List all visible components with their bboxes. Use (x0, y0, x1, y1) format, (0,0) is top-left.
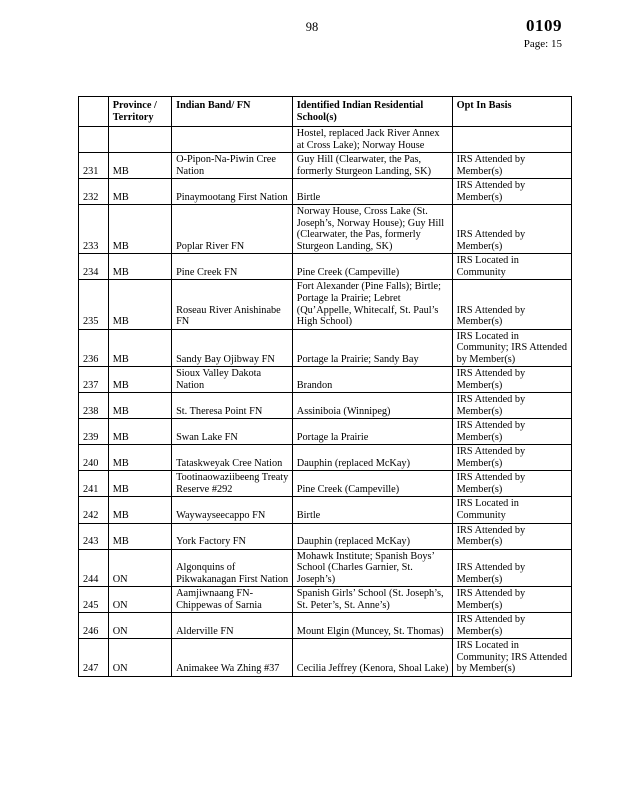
table-row (79, 497, 572, 523)
cell-index: 231 (79, 153, 109, 179)
cell-band: O-Pipon-Na-Piwin Cree Nation (172, 153, 293, 179)
table-row (79, 587, 572, 613)
cell-school: Mount Elgin (Muncey, St. Thomas) (292, 613, 452, 639)
cell-school: Dauphin (replaced McKay) (292, 523, 452, 549)
cell-province: MB (108, 471, 171, 497)
cell-school: Mohawk Institute; Spanish Boys’ School (Charles Garnier, St. Joseph’s) (292, 549, 452, 587)
cell-opt-in-basis: IRS Located in Community (452, 497, 571, 523)
cell-province (108, 127, 171, 153)
cell-school: Guy Hill (Clearwater, the Pas, formerly Sturgeon Landing, SK) (292, 153, 452, 179)
cell-index: 240 (79, 445, 109, 471)
cell-index: 245 (79, 587, 109, 613)
cell-province: MB (108, 497, 171, 523)
cell-band: Aamjiwnaang FN- Chippewas of Sarnia (172, 587, 293, 613)
cell-school: Hostel, replaced Jack River Annex at Cross Lake); Norway House (292, 127, 452, 153)
cell-opt-in-basis: IRS Attended by Member(s) (452, 471, 571, 497)
cell-school: Pine Creek (Campeville) (292, 471, 452, 497)
cell-province: ON (108, 587, 171, 613)
table-row (79, 280, 572, 329)
cell-school: Birtle (292, 179, 452, 205)
column-header-opt-in-basis: Opt In Basis (452, 97, 571, 127)
cell-province: MB (108, 419, 171, 445)
column-header-band: Indian Band/ FN (172, 97, 293, 127)
cell-opt-in-basis: IRS Attended by Member(s) (452, 393, 571, 419)
table-row (79, 639, 572, 677)
table-row (79, 613, 572, 639)
cell-index (79, 127, 109, 153)
cell-band: York Factory FN (172, 523, 293, 549)
table-row (79, 549, 572, 587)
document-stamp-number: 0109 (526, 16, 562, 35)
cell-province: MB (108, 179, 171, 205)
cell-index: 242 (79, 497, 109, 523)
table-row (79, 523, 572, 549)
cell-school: Portage la Prairie; Sandy Bay (292, 329, 452, 367)
table-body (79, 127, 572, 677)
table-header-row (79, 97, 572, 127)
cell-band: Pine Creek FN (172, 254, 293, 280)
cell-opt-in-basis: IRS Attended by Member(s) (452, 613, 571, 639)
cell-province: MB (108, 367, 171, 393)
cell-opt-in-basis: IRS Attended by Member(s) (452, 523, 571, 549)
cell-band: Tataskweyak Cree Nation (172, 445, 293, 471)
cell-index: 238 (79, 393, 109, 419)
page-label: Page: 15 (523, 38, 562, 50)
cell-school: Fort Alexander (Pine Falls); Birtle; Portage la Prairie; Lebret (Qu’Appelle, Whitecalf, St. Paul’s High School) (292, 280, 452, 329)
table-row (79, 127, 572, 153)
cell-opt-in-basis: IRS Attended by Member(s) (452, 587, 571, 613)
cell-index: 233 (79, 205, 109, 254)
cell-school: Brandon (292, 367, 452, 393)
residential-school-table (78, 96, 572, 677)
cell-school: Birtle (292, 497, 452, 523)
cell-province: MB (108, 254, 171, 280)
cell-opt-in-basis: IRS Attended by Member(s) (452, 153, 571, 179)
cell-province: MB (108, 280, 171, 329)
cell-opt-in-basis: IRS Attended by Member(s) (452, 179, 571, 205)
cell-opt-in-basis: IRS Attended by Member(s) (452, 367, 571, 393)
cell-band: Swan Lake FN (172, 419, 293, 445)
cell-opt-in-basis: IRS Attended by Member(s) (452, 549, 571, 587)
cell-band: Animakee Wa Zhing #37 (172, 639, 293, 677)
cell-opt-in-basis: IRS Attended by Member(s) (452, 205, 571, 254)
cell-opt-in-basis: IRS Attended by Member(s) (452, 419, 571, 445)
cell-band: Algonquins of Pikwakanagan First Nation (172, 549, 293, 587)
cell-index: 247 (79, 639, 109, 677)
cell-index: 244 (79, 549, 109, 587)
cell-province: MB (108, 205, 171, 254)
cell-index: 239 (79, 419, 109, 445)
cell-band: St. Theresa Point FN (172, 393, 293, 419)
cell-index: 232 (79, 179, 109, 205)
cell-province: ON (108, 639, 171, 677)
cell-band: Pinaymootang First Nation (172, 179, 293, 205)
column-header-index (79, 97, 109, 127)
cell-school: Norway House, Cross Lake (St. Joseph’s, Norway House); Guy Hill (Clearwater, the Pas, formerly Sturgeon Landing, SK) (292, 205, 452, 254)
table-row (79, 179, 572, 205)
cell-index: 246 (79, 613, 109, 639)
cell-band: Waywayseecappo FN (172, 497, 293, 523)
cell-school: Pine Creek (Campeville) (292, 254, 452, 280)
table-row (79, 153, 572, 179)
cell-band: Sandy Bay Ojibway FN (172, 329, 293, 367)
cell-opt-in-basis: IRS Located in Community; IRS Attended by Member(s) (452, 329, 571, 367)
cell-school: Portage la Prairie (292, 419, 452, 445)
cell-school: Cecilia Jeffrey (Kenora, Shoal Lake) (292, 639, 452, 677)
cell-province: MB (108, 153, 171, 179)
cell-index: 237 (79, 367, 109, 393)
cell-province: MB (108, 445, 171, 471)
cell-opt-in-basis (452, 127, 571, 153)
table-row (79, 445, 572, 471)
table-row (79, 419, 572, 445)
cell-province: ON (108, 613, 171, 639)
cell-opt-in-basis: IRS Located in Community; IRS Attended by Member(s) (452, 639, 571, 677)
cell-opt-in-basis: IRS Attended by Member(s) (452, 280, 571, 329)
cell-province: MB (108, 393, 171, 419)
column-header-province: Province / Territory (108, 97, 171, 127)
cell-school: Dauphin (replaced McKay) (292, 445, 452, 471)
cell-school: Assiniboia (Winnipeg) (292, 393, 452, 419)
table-row (79, 367, 572, 393)
cell-school: Spanish Girls’ School (St. Joseph’s, St. Peter’s, St. Anne’s) (292, 587, 452, 613)
cell-index: 234 (79, 254, 109, 280)
cell-opt-in-basis: IRS Attended by Member(s) (452, 445, 571, 471)
cell-index: 243 (79, 523, 109, 549)
cell-index: 241 (79, 471, 109, 497)
cell-band (172, 127, 293, 153)
page-number-center: 98 (305, 20, 319, 34)
cell-band: Tootinaowaziibeeng Treaty Reserve #292 (172, 471, 293, 497)
cell-province: MB (108, 329, 171, 367)
column-header-school: Identified Indian Residential School(s) (292, 97, 452, 127)
cell-province: MB (108, 523, 171, 549)
cell-band: Alderville FN (172, 613, 293, 639)
table-row (79, 393, 572, 419)
cell-index: 236 (79, 329, 109, 367)
table-row (79, 205, 572, 254)
cell-province: ON (108, 549, 171, 587)
cell-index: 235 (79, 280, 109, 329)
cell-band: Roseau River Anishinabe FN (172, 280, 293, 329)
cell-opt-in-basis: IRS Located in Community (452, 254, 571, 280)
cell-band: Sioux Valley Dakota Nation (172, 367, 293, 393)
cell-band: Poplar River FN (172, 205, 293, 254)
table-row (79, 329, 572, 367)
table-row (79, 254, 572, 280)
table-row (79, 471, 572, 497)
